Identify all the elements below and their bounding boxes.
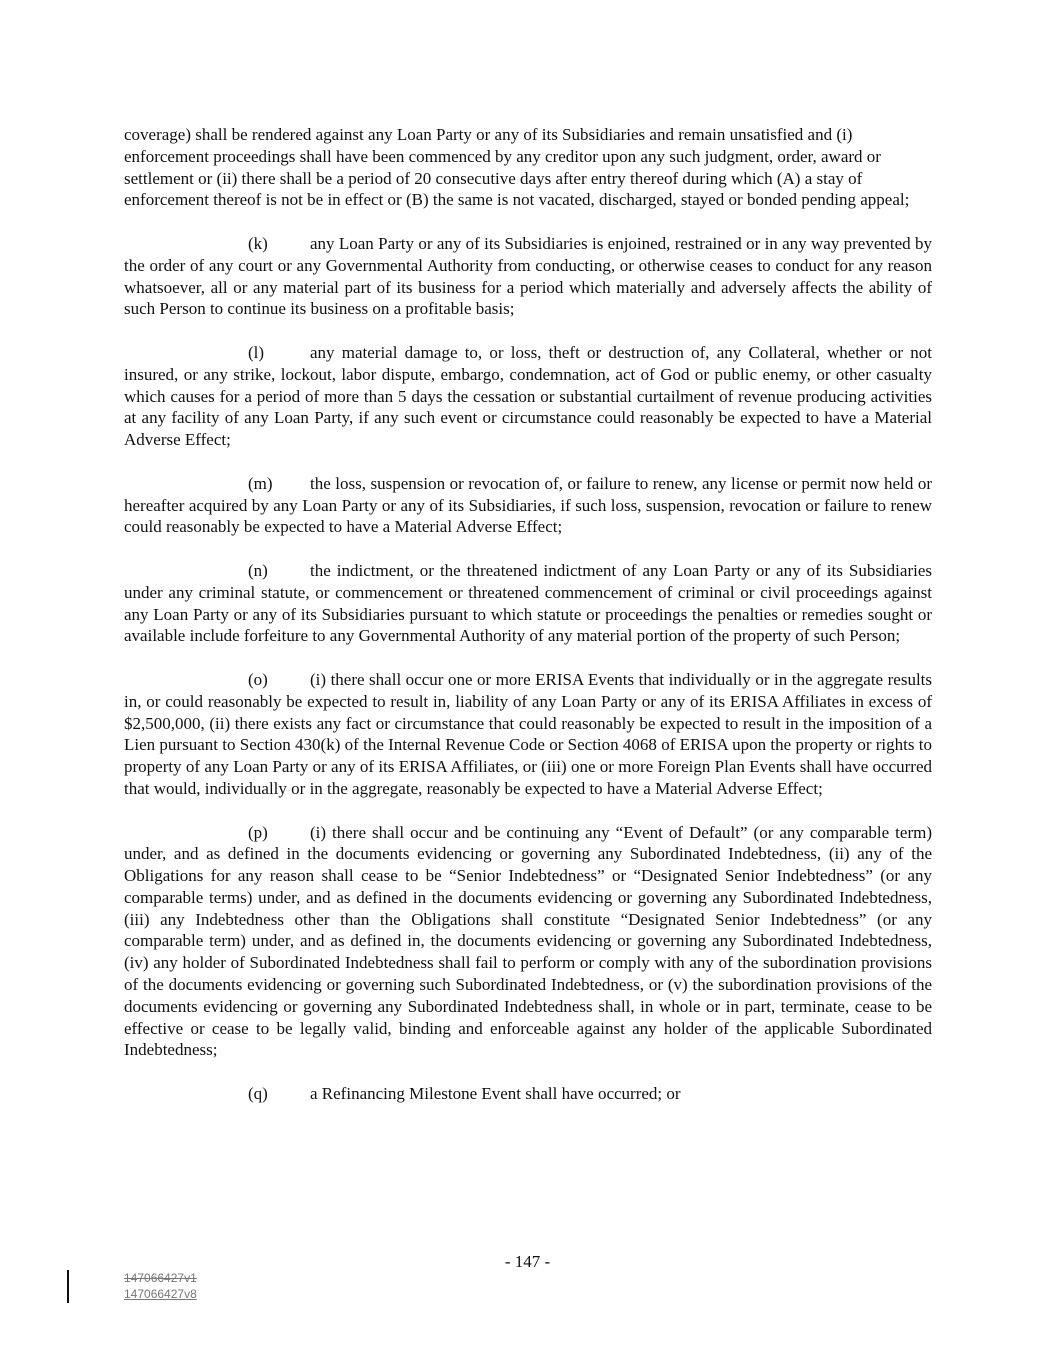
opening-paragraph: coverage) shall be rendered against any Loan Party or any of its Subsidiaries and remain unsatisfied and (i) enforcement proceedings shall have been commenced by any creditor upon any such judgment, order, award or settlement or (ii) there shall be a period of 20 consecutive days after entry thereof during which (A) a stay of enforcement thereof is not be in effect or (B) the same is not vacated, discharged, stayed or bonded pending appeal; (124, 125, 910, 210)
clause-marker: (n) (248, 560, 268, 580)
clause-text: any material damage to, or loss, theft or destruction of, any Collateral, whether or not insured, or any strike, lockout, labor dispute, embargo, condemnation, act of God or public enemy, or other casualty which causes for a period of more than 5 days the cessation or substantial curtailment of revenue producing activities at any facility of any Loan Party, if any such event or circumstance could reasonably be expected to have a Material Adverse Effect; (124, 342, 932, 450)
change-bar (67, 1270, 69, 1303)
document-id-new: 147066427v8 (124, 1287, 197, 1301)
clause-marker: (q) (248, 1084, 268, 1104)
clause-text: the loss, suspension or revocation of, or failure to renew, any license or permit now held or hereafter acquired by any Loan Party or any of its Subsidiaries, if such loss, suspension, revocation or failure to renew could reasonably be expected to have a Material Adverse Effect; (124, 473, 932, 537)
clause-m (124, 473, 932, 538)
document-id-block (124, 1270, 197, 1302)
clause-k (124, 233, 932, 320)
clause-n (124, 560, 932, 647)
document-id-old: 147066427v1 (124, 1271, 197, 1285)
document-body (124, 124, 932, 1127)
clause-text: (i) there shall occur and be continuing any “Event of Default” (or any comparable term) under, and as defined in the documents evidencing or governing any Subordinated Indebtedness, (ii) any of the Obligations for any reason shall cease to be “Senior Indebtedness” or “Designated Senior Indebtedness” (or any comparable terms) under, and as defined in the documents evidencing or governing any Subordinated Indebtedness, (iii) any Indebtedness other than the Obligations shall constitute “Designated Senior Indebtedness” (or any comparable term) under, and as defined in, the documents evidencing or governing any Subordinated Indebtedness, (iv) any holder of Subordinated Indebtedness shall fail to perform or comply with any of the subordination provisions of the documents evidencing or governing such Subordinated Indebtedness, or (v) the subordination provisions of the documents evidencing or governing any Subordinated Indebtedness shall, in whole or in part, terminate, cease to be effective or cease to be legally valid, binding and enforceable against any holder of the applicable Subordinated Indebtedness; (124, 822, 932, 1060)
clause-p (124, 822, 932, 1062)
page-number: - 147 - (504, 1252, 551, 1271)
clause-o (124, 669, 932, 800)
clause-marker: (k) (248, 233, 268, 253)
clause-text: the indictment, or the threatened indictment of any Loan Party or any of its Subsidiaries under any criminal statute, or commencement or threatened commencement of criminal or civil proceedings against any Loan Party or any of its Subsidiaries pursuant to which statute or proceedings the penalties or remedies sought or available include forfeiture to any Governmental Authority of any material portion of the property of such Person; (124, 560, 932, 646)
clause-q (124, 1083, 932, 1105)
clause-text: a Refinancing Milestone Event shall have occurred; or (310, 1084, 681, 1104)
clause-marker: (l) (248, 342, 265, 362)
clause-marker: (m) (248, 473, 273, 493)
clause-text: any Loan Party or any of its Subsidiaries is enjoined, restrained or in any way prevented by the order of any court or any Governmental Authority from conducting, or otherwise ceases to conduct for any reason whatsoever, all or any material part of its business for a period which materially and adversely affects the ability of such Person to continue its business on a profitable basis; (124, 233, 932, 319)
clause-text: (i) there shall occur one or more ERISA Events that individually or in the aggregate results in, or could reasonably be expected to result in, liability of any Loan Party or any of its ERISA Affiliates in excess of $2,500,000, (ii) there exists any fact or circumstance that could reasonably be expected to result in the imposition of a Lien pursuant to Section 430(k) of the Internal Revenue Code or Section 4068 of ERISA upon the property or rights to property of any Loan Party or any of its ERISA Affiliates, or (iii) one or more Foreign Plan Events shall have occurred that would, individually or in the aggregate, reasonably be expected to have a Material Adverse Effect; (124, 669, 932, 798)
clause-marker: (o) (248, 669, 268, 689)
clause-marker: (p) (248, 822, 268, 842)
clause-l (124, 342, 932, 451)
